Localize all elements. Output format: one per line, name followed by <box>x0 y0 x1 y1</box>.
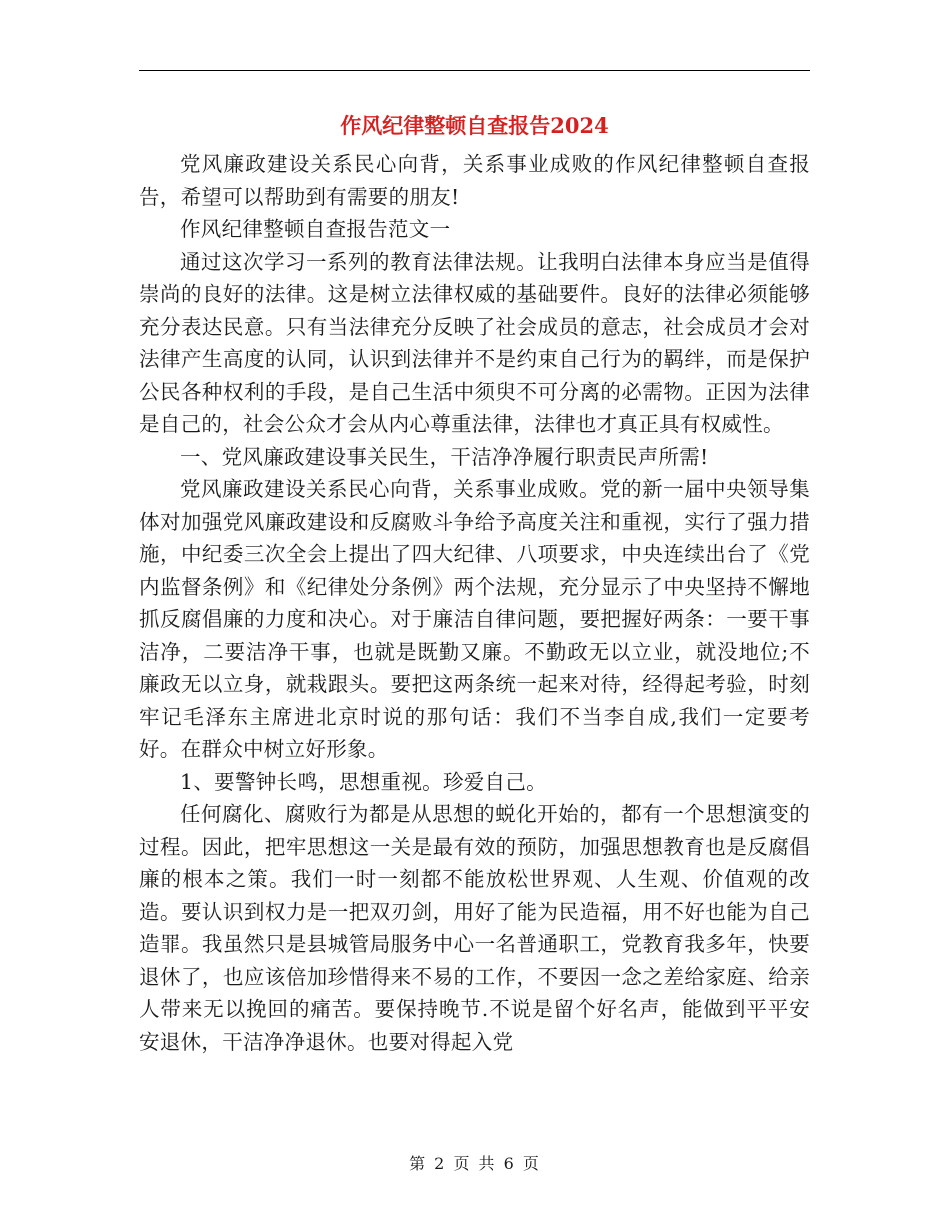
document-title: 作风纪律整顿自查报告2024 <box>340 113 609 138</box>
document-body <box>139 148 810 1058</box>
paragraph-intro: 党风廉政建设关系民心向背，关系事业成败的作风纪律整顿自查报告，希望可以帮助到有需要的朋友! <box>139 152 810 209</box>
paragraph-law-study: 通过这次学习一系列的教育法律法规。让我明白法律本身应当是值得崇尚的良好的法律。这是树立法律权威的基础要件。良好的法律必须能够充分表达民意。只有当法律充分反映了社会成员的意志，社会成员才会对法律产生高度的认同，认识到法律并不是约束自己行为的羁绊，而是保护公民各种权利的手段，是自己生活中须臾不可分离的必需物。正因为法律是自己的，社会公众才会从内心尊重法律，法律也才真正具有权威性。 <box>139 249 810 436</box>
section-heading-1: 一、党风廉政建设事关民生，干洁净净履行职责民声所需! <box>180 444 709 469</box>
paragraph-ideology: 任何腐化、腐败行为都是从思想的蜕化开始的，都有一个思想演变的过程。因此，把牢思想这一关是最有效的预防，加强思想教育也是反腐倡廉的根本之策。我们一时一刻都不能放松世界观、人生观、价值观的改造。要认识到权力是一把双刃剑，用好了能为民造福，用不好也能为自己造罪。我虽然只是县城管局服务中心一名普通职工，党教育我多年，快要退休了，也应该倍加珍惜得来不易的工作，不要因一念之差给家庭、给亲人带来无以挽回的痛苦。要保持晚节.不说是留个好名声，能做到平平安安退休，干洁净净退休。也要对得起入党 <box>139 802 810 1054</box>
page-number: 第 2 页 共 6 页 <box>409 1154 541 1173</box>
paragraph-party-conduct: 党风廉政建设关系民心向背，关系事业成败。党的新一届中央领导集体对加强党风廉政建设和反腐败斗争给予高度关注和重视，实行了强力措施，中纪委三次全会上提出了四大纪律、八项要求，中央连续出台了《党内监督条例》和《纪律处分条例》两个法规，充分显示了中央坚持不懈地抓反腐倡廉的力度和决心。对于廉洁自律问题，要把握好两条：一要干事洁净，二要洁净干事，也就是既勤又廉。不勤政无以立业，就没地位;不廉政无以立身，就栽跟头。要把这两条统一起来对待，经得起考验，时刻牢记毛泽东主席进北京时说的那句话：我们不当李自成,我们一定要考好。在群众中树立好形象。 <box>139 477 810 761</box>
subsection-heading-1: 1、要警钟长鸣，思想重视。珍爱自己。 <box>180 769 547 794</box>
header-rule <box>139 70 810 71</box>
paragraph-sample-heading: 作风纪律整顿自查报告范文一 <box>180 217 451 241</box>
